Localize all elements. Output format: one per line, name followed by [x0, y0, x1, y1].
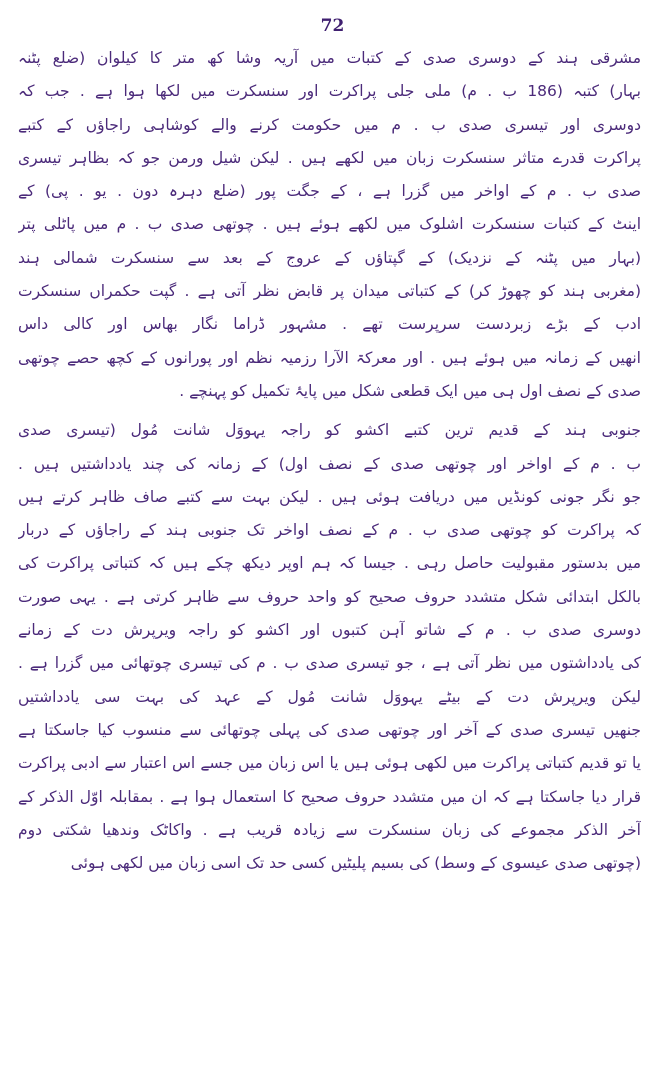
page-number: 72 — [320, 16, 345, 36]
text-line: آخر الذکر مجموعے کی زبان سنسکرت سے زیادہ قریب ہے . واکاٹک وندھیا شکتی دوم — [18, 820, 641, 839]
text-line: مشرقی ہند کے دوسری صدی کے کتبات میں آریہ وشا کھ متر کا کیلوان (ضلع پٹنہ — [18, 49, 641, 67]
text-line: لیکن ویرپرش دت کے بیٹے یہووَل شانت مُول کے عہد کی بہت سی یادداشتیں — [18, 687, 641, 706]
text-line: (چوتھی صدی عیسوی کے وسط) کی بسیم پلیٹیں کسی حد تک اسی زبان میں لکھی ہوئی — [70, 854, 641, 873]
text-line: بالکل ابتدائی شکل متشدد حروف صحیح کو واحد حروف سے ظاہر کرتی ہے . یہی صورت — [18, 587, 641, 606]
text-line: (بہار میں پٹنہ کے نزدیک) کے گپتاؤں کے عروج کے بعد سے سنسکرت شمالی ہند — [18, 248, 641, 267]
paragraph-1 — [18, 42, 641, 408]
text-line: صدی کے نصف اول ہی میں ایک قطعی شکل میں پایۂ تکمیل کو پہنچے . — [179, 381, 641, 400]
text-line: صدی ب . م کے اواخر میں گزرا ہے ، کے جگت پور (ضلع دہرہ دون . یو . پی) کے — [18, 182, 641, 201]
text-line: کی یادداشتوں میں نظر آتی ہے ، جو تیسری صدی ب . م کی تیسری چوتھائی میں گزرا ہے . — [18, 654, 641, 673]
text-line: میں بدستور مقبولیت حاصل رہی . جیسا کہ ہم اوپر دیکھ چکے ہیں کہ کتباتی پراکرت کی — [18, 554, 641, 573]
text-line: یا تو قدیم کتباتی پراکرت میں لکھی ہوئی ہیں یا اس زبان میں جسے اس اعتبار سے ادبی پراکرت — [18, 754, 641, 773]
text-line: پراکرت قدرے متاثر سنسکرت زبان میں لکھے ہیں . لیکن شیل ورمن جو کہ بظاہر تیسری — [18, 148, 641, 167]
text-line: اینٹ کے کتبات سنسکرت اشلوک میں لکھے ہوئے ہیں . چوتھی صدی ب . م میں پاٹلی پتر — [18, 215, 641, 234]
text-line: قرار دیا جاسکتا ہے کہ ان میں متشدد حروف صحیح کا استعمال ہوا ہے . بمقابلہ اوّل الذکر کے — [18, 787, 641, 806]
text-line: بہار) کتبہ (186 ب . م) ملی جلی پراکرت اور سنسکرت میں لکھا ہوا ہے . جب کہ — [18, 82, 641, 101]
text-line: دوسری صدی ب . م کے شاتو آہن کتبوں اور اکشو کو راجہ ویرپرش دت کے زمانے — [18, 621, 641, 640]
text-line: جنوبی ہند کے قدیم ترین کتبے اکشو کو راجہ یہووَل شانت مُول (تیسری صدی — [18, 421, 641, 440]
text-line: کہ پراکرت کو چوتھی صدی ب . م کے نصف اواخر تک جنوبی ہند کے راجاؤں کے دربار — [18, 521, 641, 540]
text-line: (مغربی ہند کو چھوڑ کر) کے کتباتی میدان پر قابض نظر آتی ہے . گپت حکمراں سنسکرت — [18, 282, 641, 301]
text-line: دوسری اور تیسری صدی ب . م میں حکومت کرنے والے کوشاہی راجاؤں کے کتبے — [18, 115, 641, 134]
text-line: ب . م کے اواخر اور چوتھی صدی کے نصف اول) کے زمانہ کی چند یادداشتیں ہیں . — [18, 454, 641, 473]
text-line: جنھیں تیسری صدی کے آخر اور چوتھی صدی کی پہلی چوتھائی سے منسوب کیا جاسکتا ہے — [18, 720, 641, 739]
text-line: ادب کے بڑے زبردست سرپرست تھے . مشہور ڈراما نگار بھاس اور کالی داس — [18, 315, 641, 334]
text-line: انھیں کے زمانہ میں ہوئے ہیں . اور معرکۃ الآرا رزمیہ نظم اور پورانوں کے کچھ حصے چوتھی — [18, 348, 641, 367]
text-line: جو نگر جونی کونڈیں میں دریافت ہوئی ہیں . لیکن بہت سے کتبے صاف ظاہر کرتے ہیں — [18, 487, 641, 506]
paragraph-2 — [18, 414, 641, 880]
